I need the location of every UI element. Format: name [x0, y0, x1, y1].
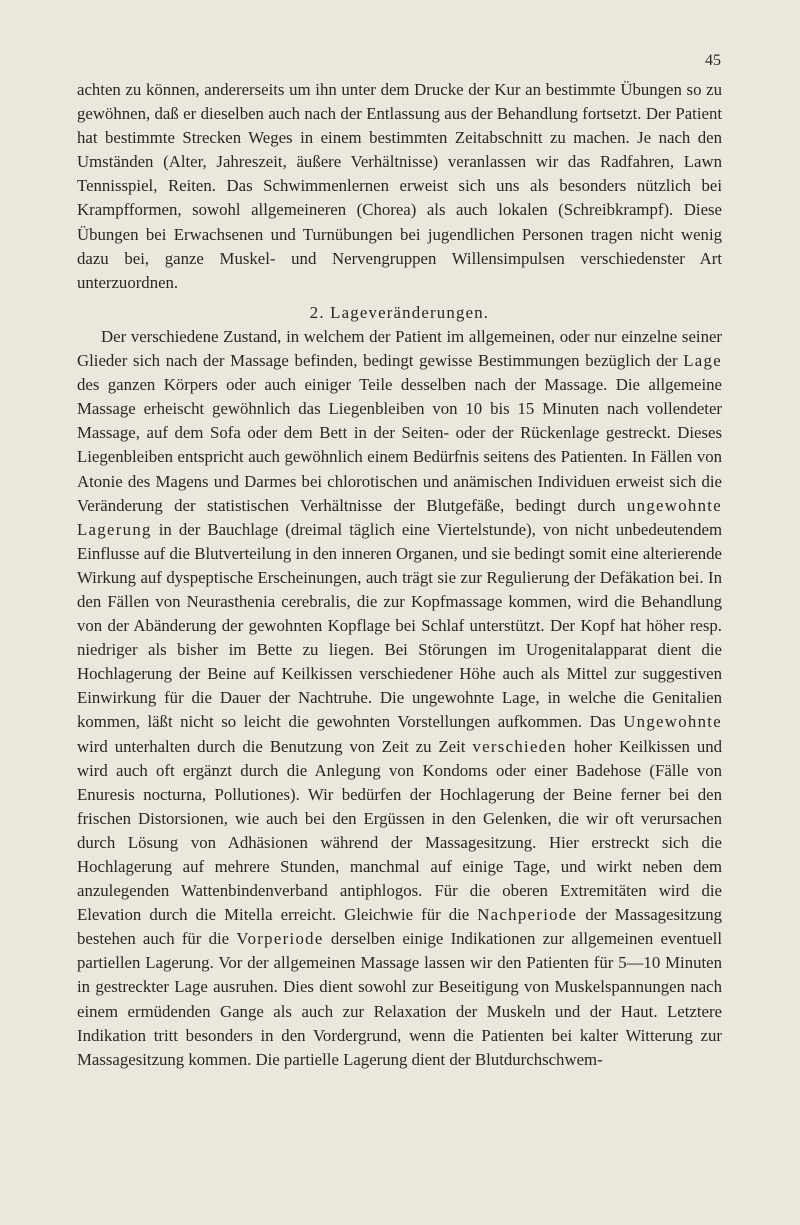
paragraph [77, 325, 722, 1072]
text-run: Der verschiedene Zustand, in welchem der Patient im allgemeinen, oder nur einzelne seiner Glieder sich nach der Massage befinden, bedingt gewisse Bestimmungen bezüglich der [77, 326, 722, 371]
text-run: der Massagesitzung bestehen auch für die [77, 905, 722, 949]
body-text [77, 78, 722, 1072]
page-number: 45 [705, 52, 721, 69]
emphasis-text: Vorperiode [236, 929, 324, 949]
paragraph: achten zu können, andererseits um ihn unter dem Drucke der Kur an bestimmte Übungen so zu gewöhnen, daß er dieselben auch nach der Entlassung aus der Behandlung fortsetzt. Der Patient hat bestimmte Strecken Weges in einem bestimmten Zeitabschnitt zu machen. Je nach den Umständen (Alter, Jahreszeit, äußere Verhältnisse) veranlassen wir das Radfahren, Lawn Tennisspiel, Reiten. Das Schwimmenlernen erweist sich uns als besonders nützlich bei Krampfformen, sowohl allgemeineren (Chorea) als auch lokalen (Schreibkrampf). Diese Übungen bei Erwachsenen und Turnübungen bei jugendlichen Personen tragen nicht wenig dazu bei, ganze Muskel- und Nervengruppen Willensimpulsen verschiedenster Art unterzuordnen. [77, 80, 722, 292]
section-heading: 2. Lageveränderungen. [309, 302, 490, 322]
emphasis-text: Nachperiode [477, 905, 578, 925]
emphasis-text: Lage [683, 351, 722, 371]
text-run: wird unterhalten durch die Benutzung von Zeit zu Zeit [77, 736, 473, 756]
emphasis-text: Ungewohnte [623, 712, 722, 732]
text-run: in der Bauchlage (dreimal täglich eine Viertelstunde), von nicht unbedeutendem Einflusse auf die Blutverteilung in den inneren Organen, und sie bedingt somit eine alterierende Wirkung auf dyspeptische Erscheinungen, auch trägt sie zur Regulierung der Defäkation bei. In den Fällen von Neurasthenia cerebralis, die zur Kopfmassage kommen, wird die Behandlung von der Abänderung der gewohnten Kopflage bei Schlaf unterstützt. Der Kopf hat höher resp. niedriger als bisher im Bette zu liegen. Bei Störungen im Urogenitalapparat dient die Hochlagerung der Beine auf Keilkissen verschiedener Höhe auch als Mittel zur suggestiven Einwirkung für die Dauer der Nachtruhe. Die ungewohnte Lage, in welche die Genitalien kommen, läßt nicht so leicht die gewohnten Vorstellungen aufkommen. Das [77, 519, 722, 732]
text-run: hoher Keilkissen und wird auch oft ergänzt durch die Anlegung von Kondoms oder einer Badehose (Fälle von Enuresis nocturna, Pollutiones). Wir bedürfen der Hochlagerung der Beine ferner bei den frischen Distorsionen, wie auch bei den Ergüssen in den Gelenken, die wir oft verursachen durch Lösung von Adhäsionen während der Massagesitzung. Hier erstreckt sich die Hochlagerung auf mehrere Stunden, manchmal auf einige Tage, und wirkt neben dem anzulegenden Wattenbindenverband antiphlogos. Für die oberen Extremitäten wird die Elevation durch die Mitella erreicht. Gleichwie für die [77, 736, 723, 925]
emphasis-text: ungewohnte Lagerung [77, 495, 722, 539]
text-run: derselben einige Indikationen zur allgemeinen eventuell partiellen Lagerung. Vor der allgemeinen Massage lassen wir den Patienten für 5—10 Minuten in gestreckter Lage ausruhen. Dies dient sowohl zur Beseitigung von Muskelspannungen nach einem ermüdenden Gange als auch zur Relaxation der Muskeln und der Haut. Letztere Indikation tritt besonders in den Vordergrund, wenn die Patienten bei kalter Witterung zur Massagesitzung kommen. Die partielle Lagerung dient der Blutdurchschwem- [77, 929, 722, 1069]
emphasis-text: verschieden [472, 736, 567, 756]
text-run: des ganzen Körpers oder auch einiger Teile desselben nach der Massage. Die allgemeine Massage erheischt gewöhnlich das Liegenbleiben von 10 bis 15 Minuten nach vollendeter Massage, auf dem Sofa oder dem Bett in der Seiten- oder der Rückenlage gestreckt. Dieses Liegenbleiben entspricht auch gewöhnlich einem Bedürfnis seitens des Patienten. In Fällen von Atonie des Magens und Darmes bei chlorotischen und anämischen Individuen erweist sich die Veränderung der statistischen Verhältnisse der Blutgefäße, bedingt durch [77, 375, 722, 515]
